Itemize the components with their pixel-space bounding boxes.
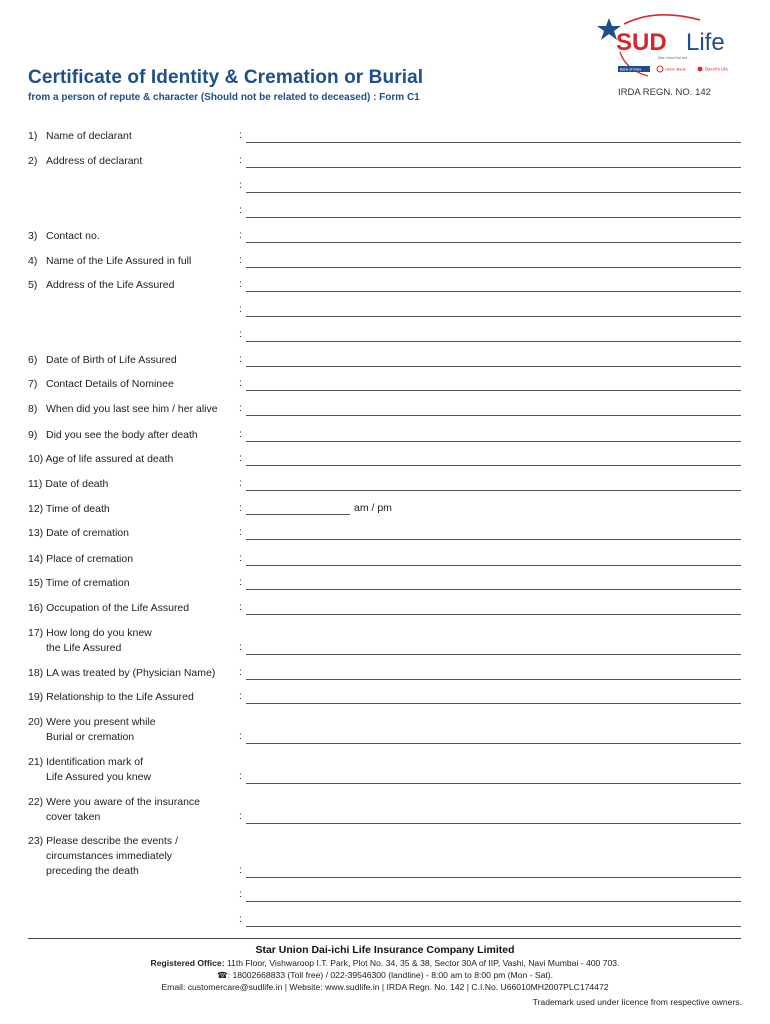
question-label: Contact Details of Nominee: [46, 378, 174, 390]
answer-line-life-assured-name[interactable]: [246, 267, 741, 268]
answer-line-date-of-cremation[interactable]: [246, 539, 741, 540]
question-number: 1): [28, 130, 38, 142]
question-number: 15): [28, 577, 44, 589]
question-label: Age of life assured at death: [45, 453, 174, 465]
logo-sud-text: SUD: [616, 29, 667, 56]
question-number: 3): [28, 230, 38, 242]
colon: :: [239, 353, 242, 365]
logo-swoosh: [624, 15, 700, 24]
colon: :: [239, 601, 242, 613]
colon: :: [239, 204, 242, 216]
answer-line-life-assured-address[interactable]: [246, 316, 741, 317]
logo-graphic: [596, 12, 746, 82]
footer-office-label: Registered Office:: [150, 958, 225, 968]
question-6: [28, 353, 177, 368]
colon: :: [239, 254, 242, 266]
answer-line-declarant-address[interactable]: [246, 217, 741, 218]
question-number: 10): [28, 453, 44, 465]
question-21: [28, 755, 151, 785]
question-18: [28, 666, 215, 681]
answer-line-declarant-address[interactable]: [246, 167, 741, 168]
colon: :: [239, 303, 242, 315]
answer-line-nominee-contact[interactable]: [246, 390, 741, 391]
question-14: [28, 552, 133, 567]
question-12: [28, 502, 110, 517]
colon: :: [239, 666, 242, 678]
question-number: 23): [28, 835, 44, 847]
question-15: [28, 576, 130, 591]
answer-line-physician[interactable]: [246, 679, 741, 680]
logo-life-text: Life: [686, 29, 725, 56]
partner-logo-2-text: Union Bank: [665, 66, 686, 72]
question-label: Occupation of the Life Assured: [46, 602, 190, 614]
phone-icon: ☎: [216, 970, 228, 980]
footer-registered-office: [0, 958, 770, 968]
answer-line-body-seen[interactable]: [246, 441, 741, 442]
question-label-continued: circumstances immediately: [46, 850, 173, 862]
question-label-continued: cover taken: [46, 811, 101, 823]
question-label: Place of cremation: [46, 553, 134, 565]
colon: :: [239, 502, 242, 514]
question-label: Name of declarant: [46, 130, 132, 142]
colon: :: [239, 526, 242, 538]
logo-subtext: Star Union Dai-ichi: [658, 56, 688, 60]
colon: :: [239, 229, 242, 241]
question-label: Identification mark of: [46, 756, 143, 768]
question-number: 16): [28, 602, 44, 614]
footer-trademark: Trademark used under licence from respective owners.: [532, 997, 742, 1007]
footer-phone-text: : 18002668833 (Toll free) / 022-39546300 (landline) - 8:00 am to 8:00 pm (Mon - Sat).: [227, 970, 554, 980]
question-number: 8): [28, 403, 38, 415]
answer-line-contact-no[interactable]: [246, 242, 741, 243]
question-label: Were you aware of the insurance: [46, 796, 200, 808]
question-20: [28, 715, 156, 745]
answer-line-date-of-death[interactable]: [246, 490, 741, 491]
footer-contact-line: Email: customercare@sudlife.in | Website: www.sudlife.in | IRDA Regn. No. 142 | C.I.No. U66010MH2007PLC174472: [161, 982, 609, 992]
footer-divider: [28, 938, 741, 939]
question-number: 12): [28, 503, 44, 515]
colon: :: [239, 179, 242, 191]
answer-line-time-of-death[interactable]: [246, 514, 350, 515]
question-label: Time of cremation: [45, 577, 130, 589]
question-label: Address of declarant: [46, 155, 143, 167]
question-label: Did you see the body after death: [46, 429, 198, 441]
colon: :: [239, 328, 242, 340]
colon: :: [239, 477, 242, 489]
question-label: Relationship to the Life Assured: [46, 691, 194, 703]
question-13: [28, 526, 129, 541]
irda-registration: IRDA REGN. NO. 142: [618, 87, 711, 98]
question-number: 6): [28, 354, 38, 366]
question-22: [28, 795, 200, 825]
answer-line-events[interactable]: [246, 926, 741, 927]
question-number: 9): [28, 429, 38, 441]
question-label-continued: Burial or cremation: [46, 731, 135, 743]
question-number: 11): [28, 478, 43, 490]
colon: :: [239, 154, 242, 166]
answer-line-how-long-known[interactable]: [246, 654, 741, 655]
answer-line-occupation[interactable]: [246, 614, 741, 615]
question-label: Date of death: [45, 478, 109, 490]
colon: :: [239, 377, 242, 389]
question-number: 5): [28, 279, 38, 291]
question-number: 2): [28, 155, 38, 167]
answer-line-present-at-cremation[interactable]: [246, 743, 741, 744]
question-label: When did you last see him / her alive: [46, 403, 218, 415]
question-8: [28, 402, 218, 417]
am-pm-label: am / pm: [354, 502, 392, 514]
partner-logo-2-mark: [657, 66, 663, 72]
answer-line-declarant-address[interactable]: [246, 192, 741, 193]
question-number: 20): [28, 716, 44, 728]
answer-line-declarant-name[interactable]: [246, 142, 741, 143]
colon: :: [239, 576, 242, 588]
question-number: 18): [28, 667, 44, 679]
colon: :: [239, 129, 242, 141]
question-label: LA was treated by (Physician Name): [46, 667, 216, 679]
question-label: Address of the Life Assured: [46, 279, 175, 291]
answer-line-time-of-cremation[interactable]: [246, 589, 741, 590]
question-number: 13): [28, 527, 44, 539]
question-label-continued: the Life Assured: [46, 642, 122, 654]
colon: :: [239, 690, 242, 702]
question-label: Name of the Life Assured in full: [46, 255, 192, 267]
question-23: [28, 834, 178, 879]
colon: :: [239, 770, 242, 782]
partner-logo-1-text: Bank of India: [620, 67, 641, 72]
colon: :: [239, 913, 242, 925]
answer-line-life-assured-address[interactable]: [246, 341, 741, 342]
footer-company-name: Star Union Dai-ichi Life Insurance Company Limited: [255, 944, 515, 956]
colon: :: [239, 452, 242, 464]
question-label-continued: preceding the death: [46, 865, 139, 877]
sud-life-logo: [596, 12, 746, 82]
question-label: Date of Birth of Life Assured: [46, 354, 177, 366]
question-4: [28, 254, 191, 269]
colon: :: [239, 810, 242, 822]
question-17: [28, 626, 152, 656]
question-5: [28, 278, 174, 293]
colon: :: [239, 864, 242, 876]
question-16: [28, 601, 189, 616]
answer-line-age-at-death[interactable]: [246, 465, 741, 466]
page-subtitle: from a person of repute & character (Should not be related to deceased) : Form C1: [28, 92, 420, 103]
answer-line-relationship[interactable]: [246, 703, 741, 704]
answer-line-aware-of-cover[interactable]: [246, 823, 741, 824]
answer-line-dob[interactable]: [246, 366, 741, 367]
question-11: [28, 477, 108, 492]
question-number: 17): [28, 627, 44, 639]
question-number: 19): [28, 691, 44, 703]
footer-phone-line: [0, 970, 770, 981]
page-title: Certificate of Identity & Cremation or Burial: [28, 67, 424, 88]
question-label: Date of cremation: [46, 527, 129, 539]
question-label: Contact no.: [46, 230, 100, 242]
question-7: [28, 377, 174, 392]
colon: :: [239, 730, 242, 742]
answer-line-events[interactable]: [246, 877, 741, 878]
colon: :: [239, 402, 242, 414]
question-label: Time of death: [45, 503, 110, 515]
answer-line-last-seen[interactable]: [246, 415, 741, 416]
question-number: 14): [28, 553, 44, 565]
answer-line-identification-mark[interactable]: [246, 783, 741, 784]
question-number: 4): [28, 255, 38, 267]
colon: :: [239, 278, 242, 290]
question-number: 21): [28, 756, 44, 768]
question-number: 7): [28, 378, 38, 390]
answer-line-events[interactable]: [246, 901, 741, 902]
question-19: [28, 690, 194, 705]
colon: :: [239, 888, 242, 900]
partner-logo-3-mark: [698, 67, 703, 72]
question-label: Please describe the events /: [46, 835, 179, 847]
answer-line-life-assured-address[interactable]: [246, 291, 741, 292]
question-1: [28, 129, 132, 144]
question-3: [28, 229, 100, 244]
colon: :: [239, 552, 242, 564]
partner-logo-3-text: Dai-ichi Life: [705, 66, 728, 72]
colon: :: [239, 428, 242, 440]
question-2: [28, 154, 142, 169]
question-label-continued: Life Assured you knew: [46, 771, 152, 783]
question-label: Were you present while: [46, 716, 156, 728]
colon: :: [239, 641, 242, 653]
question-number: 22): [28, 796, 44, 808]
question-label: How long do you knew: [46, 627, 152, 639]
footer-office-address: 11th Floor, Vishwaroop I.T. Park, Plot No. 34, 35 & 38, Sector 30A of IIP, Vashi, Navi Mumbai - 400 703.: [224, 958, 620, 968]
question-10: [28, 452, 173, 467]
question-9: [28, 428, 198, 443]
answer-line-place-of-cremation[interactable]: [246, 565, 741, 566]
